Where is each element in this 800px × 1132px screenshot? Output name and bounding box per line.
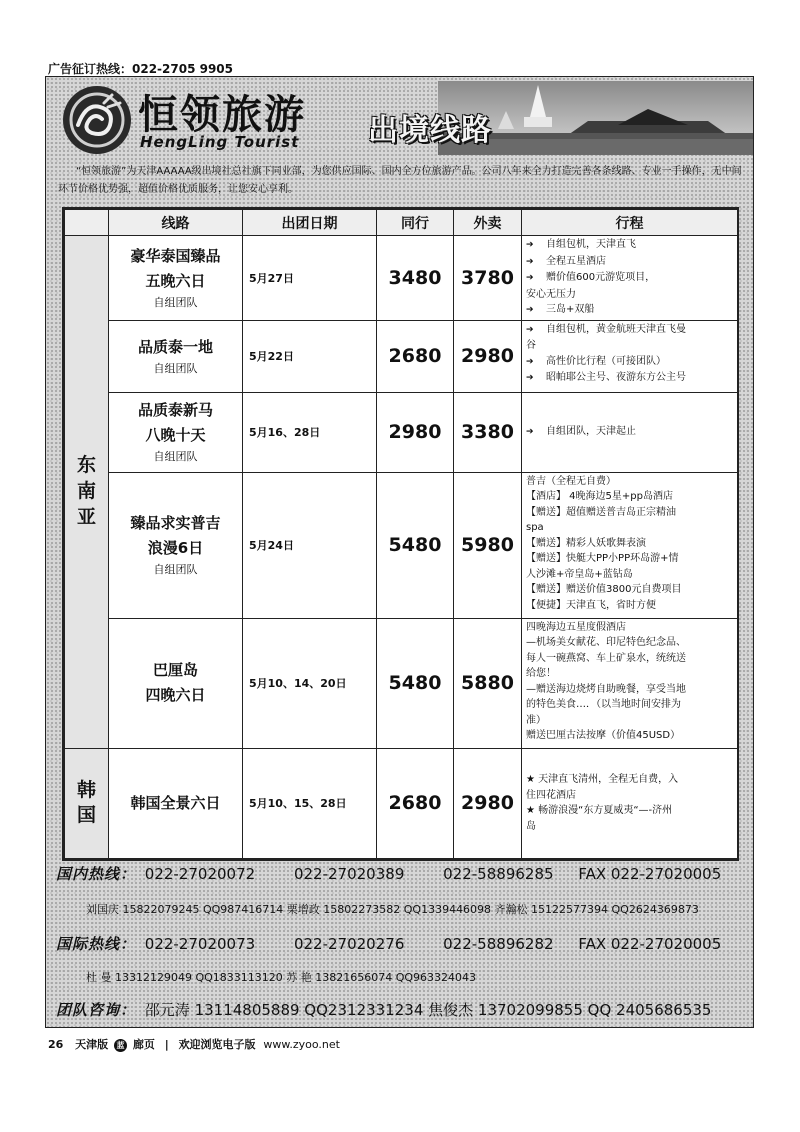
intl-label: 国际热线：	[56, 935, 137, 953]
arrow-icon: ➔	[526, 305, 534, 315]
departure-date: 5月22日	[243, 320, 377, 392]
arrow-icon: ➔	[526, 373, 534, 383]
route-type: 自组团队	[153, 361, 198, 375]
edition-label: 天津版	[75, 1038, 109, 1051]
itinerary-line: 四晚海边五星度假酒店	[526, 621, 626, 633]
group-inquiry	[56, 999, 711, 1020]
itinerary-cell	[522, 320, 738, 392]
itinerary-line: 【赠送】赠送价值3800元自费项目	[526, 584, 682, 595]
headline: 出境线路	[368, 113, 492, 148]
route-name: 韩国全景六日	[130, 793, 221, 812]
dragon-logo-icon	[58, 81, 136, 159]
itinerary-cell	[522, 748, 738, 859]
intl-contacts: 杜 曼 13312129049 QQ1833113120 苏 艳 13821656074 QQ963324043	[86, 971, 477, 984]
itinerary-line: ➔ 赠价值600元游览项目，	[526, 270, 733, 287]
peer-price: 5480	[377, 618, 454, 748]
route-cell	[109, 320, 243, 392]
itinerary-line: 【便捷】天津直飞，省时方便	[526, 599, 656, 611]
table-row	[65, 236, 738, 321]
route-duration: 四晚六日	[145, 686, 206, 704]
route-table	[62, 207, 739, 861]
itinerary-line: 人沙滩+帝皇岛+蓝钻岛	[526, 568, 633, 580]
itinerary-line: 【赠送】精彩人妖歌舞表演	[526, 537, 646, 549]
itinerary-line: 给您！	[526, 668, 556, 679]
ad-hotline: 广告征订热线：022-2705 9905	[48, 62, 234, 76]
route-name: 品质泰一地	[137, 337, 213, 356]
group-contact: 邵元涛 13114805889 QQ2312331234 焦俊杰 13702099855 QQ 2405686535	[144, 1001, 712, 1019]
itinerary-line: ★ 天津直飞清州，全程无自费，入	[526, 774, 679, 786]
route-type: 自组团队	[153, 563, 198, 576]
region-label: 东南亚	[76, 454, 96, 528]
route-duration: 五晚六日	[145, 271, 206, 290]
route-cell	[109, 748, 243, 859]
itinerary-line: spa	[526, 522, 544, 533]
fax-number: FAX 022-27020005	[578, 865, 722, 883]
peer-price: 2680	[377, 748, 454, 859]
arrow-icon: ➔	[526, 356, 534, 367]
departure-date: 5月10、15、28日	[243, 748, 377, 859]
phone-number: 022-27020073	[144, 935, 256, 953]
phone-number: 022-58896285	[443, 865, 554, 883]
page-footer	[48, 1036, 340, 1052]
itinerary-cell	[522, 472, 738, 618]
itinerary-line: 【酒店】 4晚海边5星+pp岛酒店	[526, 491, 673, 502]
itinerary-line: —赠送海边烧烤自助晚餐，享受当地	[526, 683, 686, 695]
header-date: 出团日期	[243, 210, 377, 236]
region-label: 韩国	[76, 778, 96, 827]
itinerary-line: 住四花酒店	[526, 789, 576, 801]
domestic-contacts: 刘国庆 15822079245 QQ987416714 栗增政 15802273582 QQ1339446098 齐瀚松 15122577394 QQ2624369873	[86, 903, 699, 916]
itinerary-line: 谷	[526, 340, 536, 351]
table-row	[65, 618, 738, 748]
itinerary-line: 安心无压力	[526, 288, 576, 300]
table-header-row	[65, 210, 738, 236]
itinerary-line: ➔ 昭帕耶公主号、夜游东方公主号	[526, 370, 733, 387]
intl-hotline	[56, 933, 721, 954]
itinerary-line: ➔ 自组包机，天津直飞	[526, 237, 733, 254]
badge-icon: 蓝	[114, 1039, 127, 1052]
route-name: 豪华泰国臻品	[130, 246, 221, 265]
arrow-icon: ➔	[526, 256, 534, 267]
header-itinerary: 行程	[522, 210, 738, 236]
itinerary-line: ➔ 全程五星酒店	[526, 254, 733, 271]
retail-price: 3380	[454, 392, 522, 472]
itinerary-line: 普吉（全程无自费）	[526, 475, 616, 487]
region-southeast-asia	[65, 236, 109, 749]
table-row	[65, 748, 738, 859]
domestic-label: 国内热线：	[56, 865, 137, 883]
itinerary-line: 岛	[526, 820, 536, 832]
table-row	[65, 472, 738, 618]
peer-price: 2980	[377, 392, 454, 472]
peer-price: 3480	[377, 236, 454, 321]
route-name: 巴厘岛	[152, 661, 198, 679]
route-type: 自组团队	[153, 295, 198, 309]
retail-price: 3780	[454, 236, 522, 321]
itinerary-line: —机场美女献花、印尼特色纪念品、	[526, 637, 686, 648]
table-row	[65, 320, 738, 392]
intro-text: “恒领旅游”为天津AAAAA级出境社总社旗下同业部，为您供应国际、国内全方位旅游产品。公司八年来全力打造完善各条线路、专业一手操作，无中间环节价格优势强，超值价格优质服务，让您安心享利。	[58, 166, 742, 195]
header-blank	[65, 210, 109, 236]
itinerary-line: 【赠送】超值赠送普吉岛正宗精油	[526, 506, 676, 518]
retail-price: 5980	[454, 472, 522, 618]
departure-date: 5月24日	[243, 472, 377, 618]
itinerary-line: 每人一碗燕窝、车上矿泉水，统统送	[526, 652, 686, 664]
route-cell	[109, 618, 243, 748]
route-duration: 八晚十天	[145, 426, 206, 444]
route-name: 臻品求实普吉	[130, 514, 221, 532]
route-type: 自组团队	[153, 450, 198, 463]
itinerary-line: ➔ 高性价比行程（可接团队）	[526, 354, 733, 371]
peer-price: 2680	[377, 320, 454, 392]
itinerary-cell	[522, 236, 738, 321]
section-label: 廊页	[132, 1038, 155, 1051]
itinerary-line: 赠送巴厘古法按摩（价值45USD）	[526, 730, 681, 741]
itinerary-line: ➔ 自组包机，黄金航班天津直飞曼	[526, 322, 733, 339]
arrow-icon: ➔	[526, 324, 534, 335]
arrow-icon: ➔	[526, 273, 534, 283]
retail-price: 2980	[454, 748, 522, 859]
arrow-icon: ➔	[526, 240, 534, 250]
domestic-hotline	[56, 863, 721, 884]
route-duration: 浪漫6日	[147, 539, 204, 557]
header-route: 线路	[109, 210, 243, 236]
page-number: 26	[48, 1038, 64, 1051]
fax-number: FAX 022-27020005	[578, 935, 722, 953]
itinerary-line: 准）	[526, 714, 546, 726]
departure-date: 5月10、14、20日	[243, 618, 377, 748]
table-row	[65, 392, 738, 472]
itinerary-line: ★ 畅游浪漫“东方夏威夷“—-济州	[526, 805, 673, 817]
header-peer-price: 同行	[377, 210, 454, 236]
phone-number: 022-27020072	[144, 865, 256, 883]
itinerary-line: 【赠送】快艇大PP小PP环岛游+情	[526, 553, 679, 564]
arrow-icon: ➔	[526, 426, 534, 437]
website-link[interactable]: www.zyoo.net	[263, 1038, 340, 1051]
group-label: 团队咨询：	[56, 1001, 137, 1019]
route-name: 品质泰新马	[137, 401, 213, 419]
retail-price: 2980	[454, 320, 522, 392]
itinerary-cell	[522, 618, 738, 748]
itinerary-line: 的特色美食…．（以当地时间安排为	[526, 699, 681, 710]
phone-number: 022-27020276	[293, 935, 405, 953]
slogan: 欢迎浏览电子版	[178, 1038, 256, 1051]
phone-number: 022-58896282	[443, 935, 554, 953]
peer-price: 5480	[377, 472, 454, 618]
departure-date: 5月27日	[243, 236, 377, 321]
itinerary-line: ➔ 三岛+双船	[526, 302, 733, 319]
itinerary-cell	[522, 392, 738, 472]
brand-name-en: HengLing Tourist	[140, 133, 300, 151]
route-cell	[109, 472, 243, 618]
separator: |	[164, 1038, 169, 1051]
phone-number: 022-27020389	[293, 865, 405, 883]
retail-price: 5880	[454, 618, 522, 748]
region-korea	[65, 748, 109, 859]
route-cell	[109, 236, 243, 321]
brand-name: 恒领旅游	[138, 91, 306, 138]
route-cell	[109, 392, 243, 472]
departure-date: 5月16、28日	[243, 392, 377, 472]
itinerary-line: ➔ 自组团队，天津起止	[526, 424, 733, 441]
header-retail-price: 外卖	[454, 210, 522, 236]
ad-panel	[45, 76, 754, 1028]
